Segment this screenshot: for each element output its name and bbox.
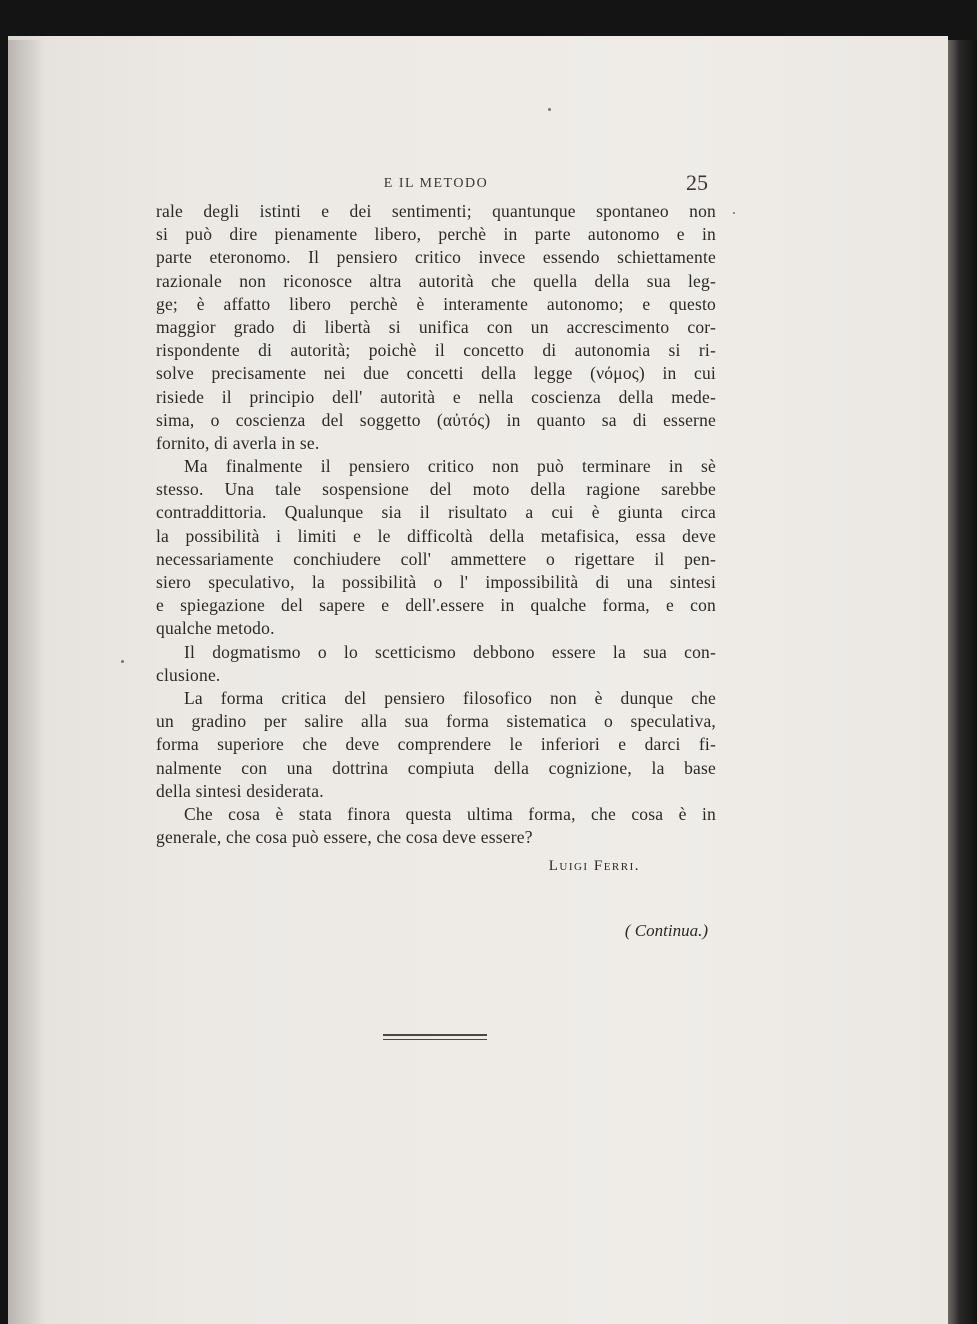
- paper-speck: [548, 108, 551, 111]
- text-line: si può dire pienamente libero, perchè in parte autonomo e in: [156, 224, 716, 245]
- text-line: qualche metodo.: [156, 618, 275, 639]
- text-line: nalmente con una dottrina compiuta della cognizione, la base: [156, 757, 716, 778]
- paragraph-5: [156, 803, 716, 849]
- rule-thick: [383, 1034, 487, 1036]
- text-line: siero speculativo, la possibilità o l' impossibilità di una sintesi: [156, 572, 716, 592]
- page-body: [156, 166, 716, 951]
- running-header: [156, 166, 716, 200]
- text-line: un gradino per salire alla sua forma sistematica o speculativa,: [156, 711, 716, 732]
- text-line: rispondente di autorità; poichè il concetto di autonomia si ri-: [156, 340, 716, 361]
- binding-shadow: [8, 40, 44, 1324]
- text-line: maggior grado di libertà si unifica con un accrescimento cor-: [156, 316, 716, 337]
- text-line: necessariamente conchiudere coll' ammettere o rigettare il pen-: [156, 548, 716, 569]
- rule-thin: [383, 1039, 487, 1040]
- page-number: 25: [686, 170, 708, 195]
- text-line: solve precisamente nei due concetti della legge (νόμος) in cui: [156, 363, 716, 384]
- text-line: e spiegazione del sapere e dell'.essere in qualche forma, e con: [156, 595, 716, 616]
- text-line: stesso. Una tale sospensione del moto della ragione sarebbe: [156, 479, 716, 500]
- text-line: clusione.: [156, 664, 221, 685]
- text-line: ge; è affatto libero perchè è interamente autonomo; e questo: [156, 293, 716, 314]
- section-end-rule: [383, 1034, 487, 1044]
- continuation-note: ( Continua.): [624, 921, 708, 941]
- paragraph-3: [156, 641, 716, 687]
- text-line: della sintesi desiderata.: [156, 780, 324, 801]
- text-line: fornito, di averla in se.: [156, 432, 320, 453]
- paragraph-1: [156, 200, 716, 455]
- text-line: La forma critica del pensiero filosofico non è dunque che: [184, 687, 716, 708]
- text-line: contraddittoria. Qualunque sia il risultato a cui è giunta circa: [156, 502, 716, 523]
- paper-speck: [121, 660, 124, 663]
- text-line: parte eteronomo. Il pensiero critico invece essendo schiettamente: [156, 247, 716, 268]
- text-line: la possibilità i limiti e le difficoltà della metafisica, essa deve: [156, 525, 716, 546]
- text-line: risiede il principio dell' autorità e nella coscienza della mede-: [156, 386, 716, 407]
- text-line: razionale non riconosce altra autorità che quella della sua leg-: [156, 270, 716, 291]
- paragraph-2: [156, 455, 716, 641]
- text-line: sima, o coscienza del soggetto (αὐτός) in quanto sa di esserne: [156, 409, 716, 430]
- text-line: generale, che cosa può essere, che cosa deve essere?: [156, 827, 533, 848]
- text-line: Il dogmatismo o lo scetticismo debbono essere la sua con-: [184, 641, 716, 662]
- author-signature: Luigi Ferri.: [548, 858, 640, 875]
- paper-speck: [733, 212, 735, 214]
- text-line: Ma finalmente il pensiero critico non può terminare in sè: [184, 456, 716, 477]
- paragraph-4: [156, 687, 716, 803]
- running-title: E IL METODO: [383, 176, 489, 191]
- text-line: rale degli istinti e dei sentimenti; quantunque spontaneo non: [156, 201, 716, 221]
- text-line: forma superiore che deve comprendere le inferiori e darci fi-: [156, 734, 716, 755]
- text-line: Che cosa è stata finora questa ultima forma, che cosa è in: [184, 803, 716, 824]
- page-edge-shadow: [948, 40, 977, 1324]
